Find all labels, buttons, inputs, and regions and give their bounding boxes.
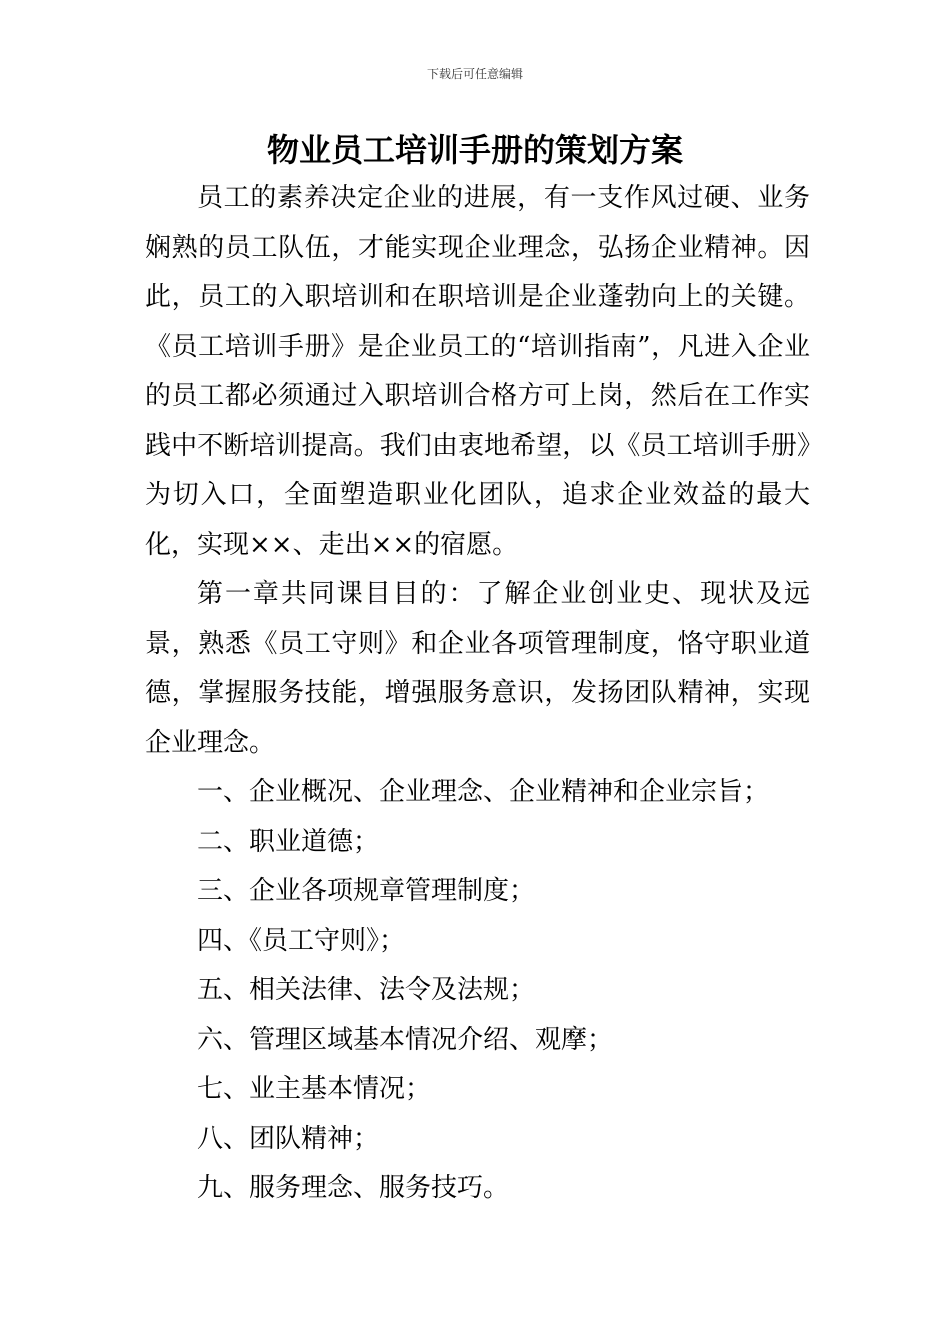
list-item: 五、相关法律、法令及法规； <box>197 975 536 1005</box>
list-item: 一、企业概况、企业理念、企业精神和企业宗旨； <box>197 777 770 807</box>
document-body <box>145 174 810 1214</box>
header-note: 下载后可任意编辑 <box>426 67 523 81</box>
list-item: 九、服务理念、服务技巧。 <box>197 1173 510 1203</box>
intro-paragraph: 员工的素养决定企业的进展，有一支作风过硬、业务娴熟的员工队伍，才能实现企业理念，弘扬企业精神。因此，员工的入职培训和在职培训是企业蓬勃向上的关键。《员工培训手册》是企业员工的“培训指南”，凡进入企业的员工都必须通过入职培训合格方可上岗，然后在工作实践中不断培训提高。我们由衷地希望，以《员工培训手册》为切入口，全面塑造职业化团队，追求企业效益的最大化，实现××、走出××的宿愿。 <box>145 183 810 560</box>
list-item: 二、职业道德； <box>197 826 380 857</box>
chapter-paragraph: 第一章共同课目目的：了解企业创业史、现状及远景，熟悉《员工守则》和企业各项管理制度，恪守职业道德，掌握服务技能，增强服务意识，发扬团队精神，实现企业理念。 <box>145 579 810 758</box>
list-item: 八、团队精神； <box>197 1123 380 1154</box>
list-item: 四、《员工守则》； <box>197 925 406 956</box>
course-item-list <box>145 768 810 1214</box>
list-item: 三、企业各项规章管理制度； <box>197 876 536 906</box>
list-item: 六、管理区域基本情况介绍、观摩； <box>197 1024 614 1055</box>
list-item: 七、业主基本情况； <box>197 1074 432 1104</box>
document-title: 物业员工培训手册的策划方案 <box>266 131 683 169</box>
